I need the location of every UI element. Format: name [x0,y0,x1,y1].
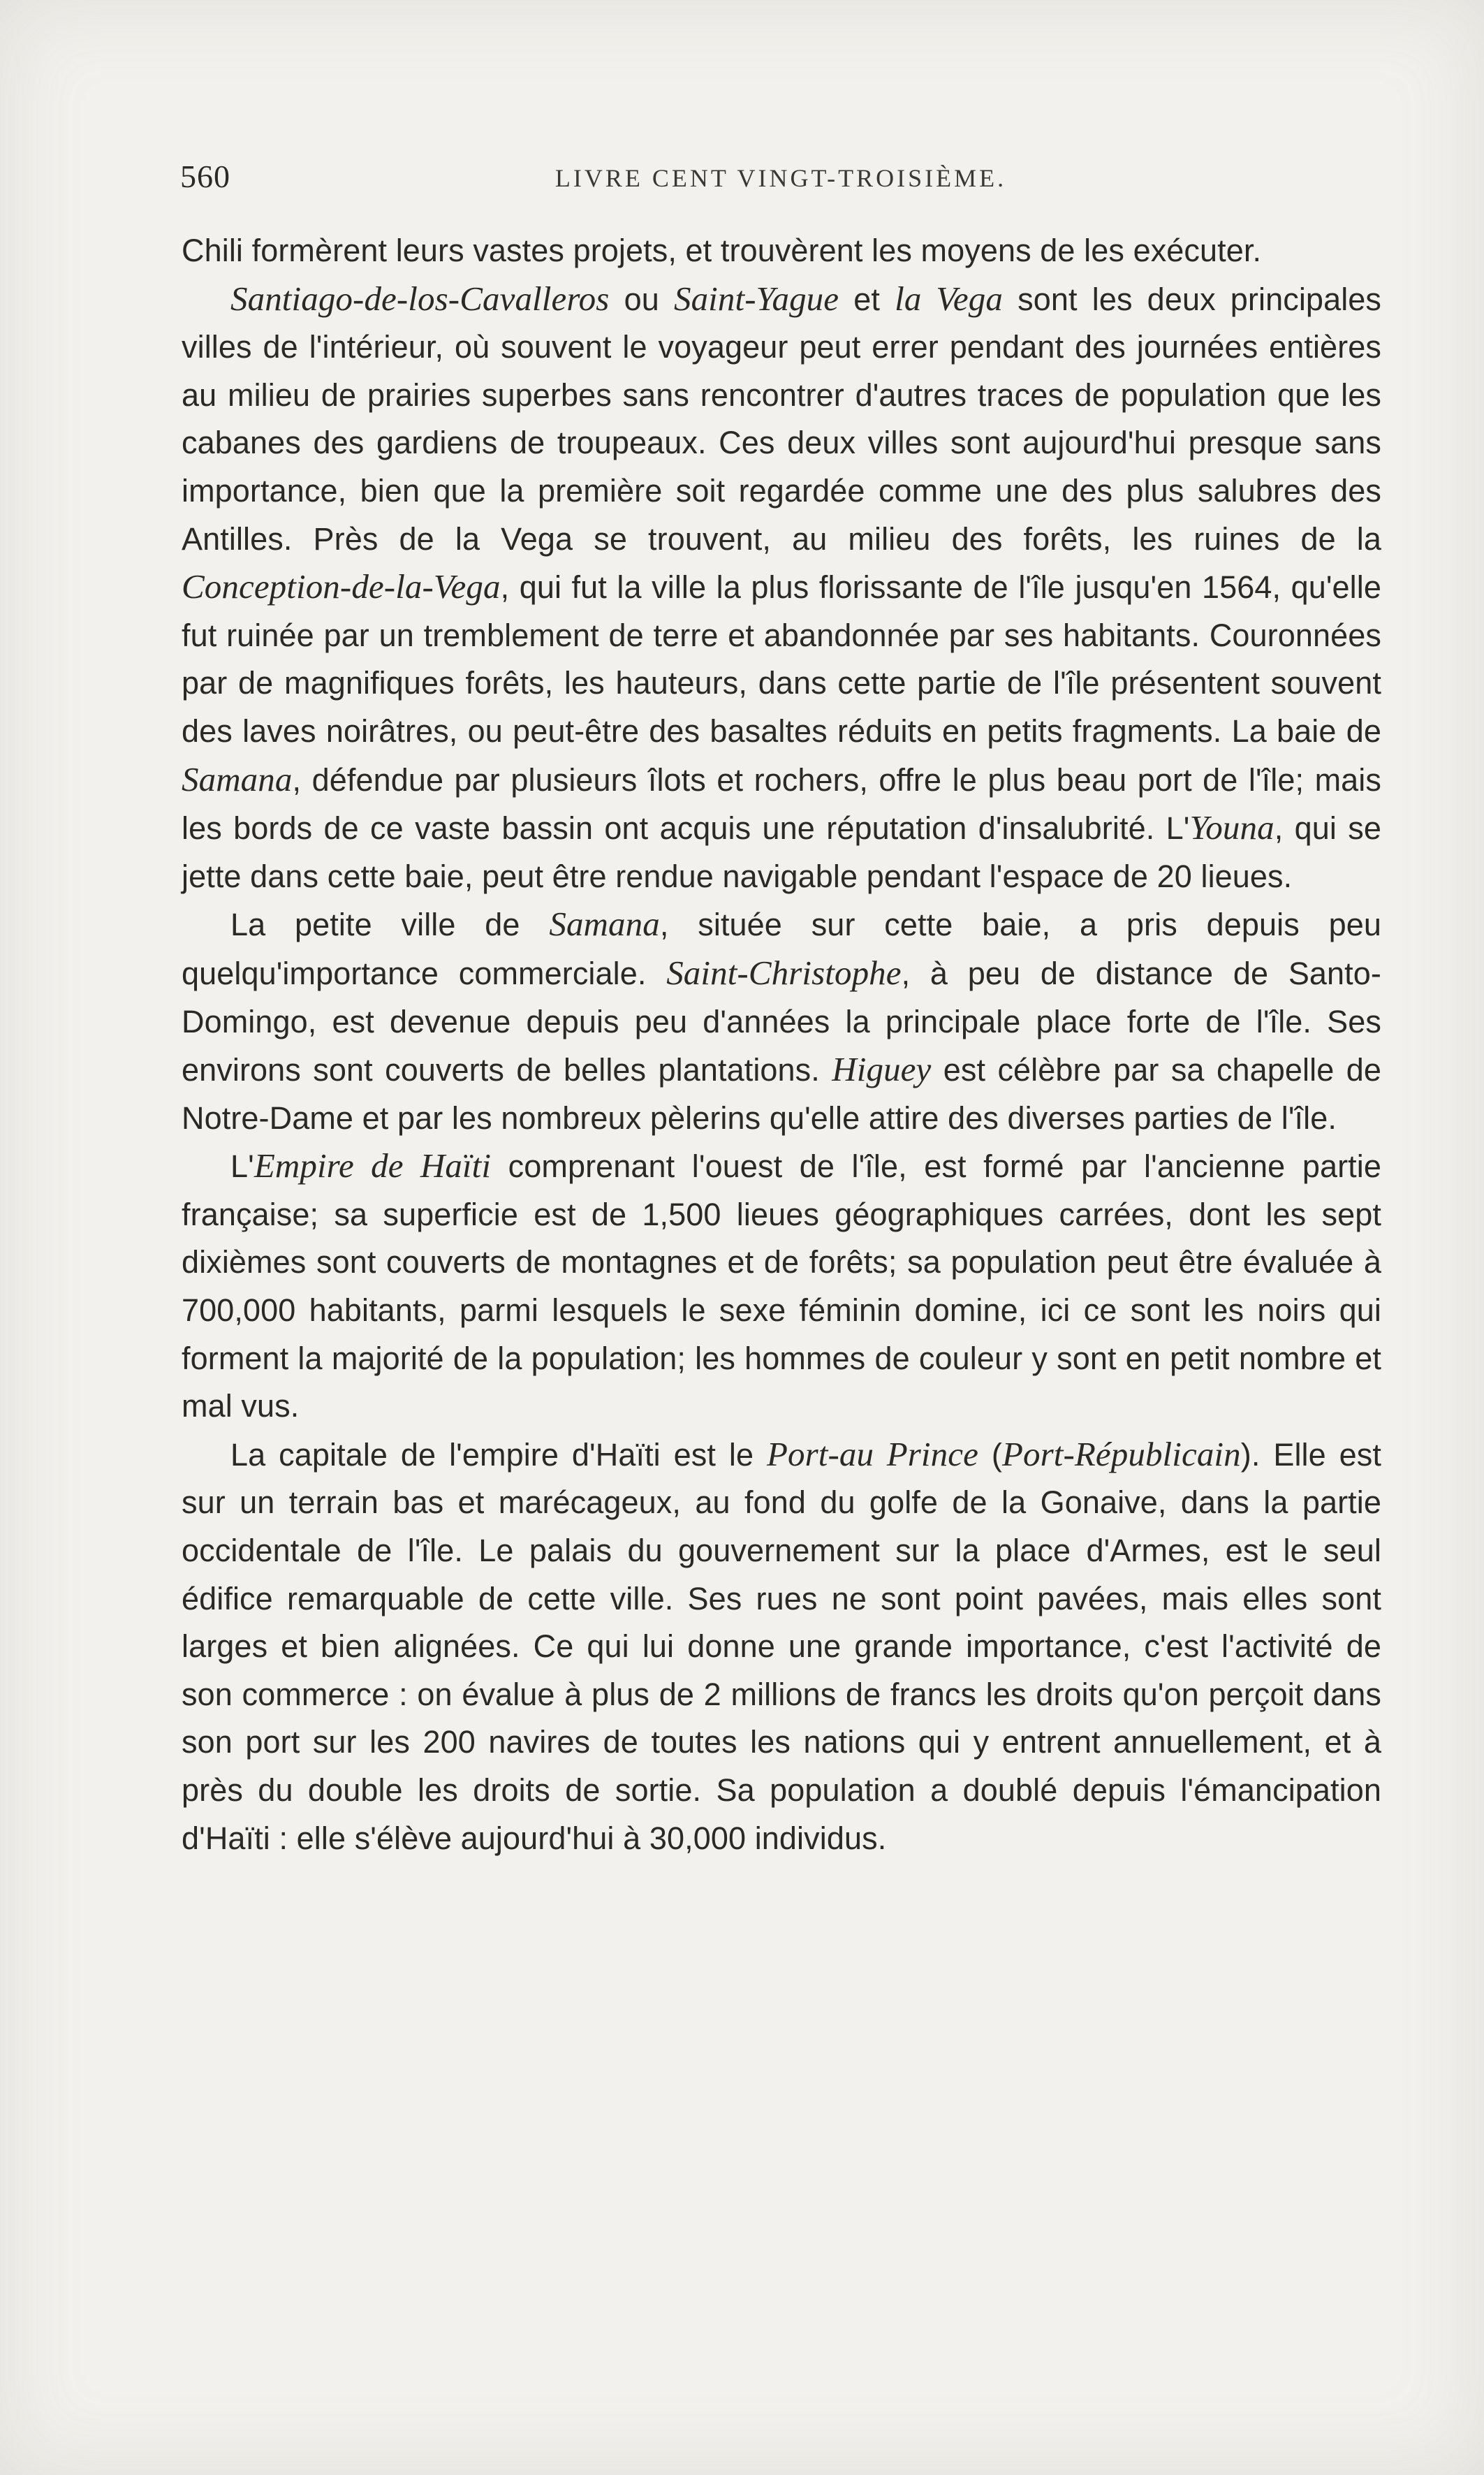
italic-run: Santiago-de-los-Cavalleros [230,279,610,318]
paragraph-empire-de-haiti [182,1142,1381,1431]
paragraph-samana-town [182,900,1381,1142]
text-run: ). Elle est sur un terrain bas et marécageux, au fond du golfe de la Gonaive, dans la partie occidentale de l'île. Le palais du gouvernement sur la place d'Armes, est le seul édifice remarquable de cette ville. Ses rues ne sont point pavées, mais elles sont larges et bien alignées. Ce qui lui donne une grande importance, c'est l'activité de son commerce : on évalue à plus de 2 millions de francs les droits qu'on perçoit dans son port sur les 200 navires de toutes les nations qui y entrent annuellement, et à près du double les droits de sortie. Sa population a doublé depuis l'émancipation d'Haïti : elle s'élève aujourd'hui à 30,000 individus. [182,1436,1381,1856]
italic-run: Samana [182,759,293,798]
text-run: L' [230,1148,254,1185]
text-run: ou [609,281,674,317]
text-run: , à peu de distance de Santo-Domingo, est devenue depuis peu d'années la principale place forte de l'île. Ses environs sont couverts de belles plantations. [182,955,1382,1088]
running-head [180,155,1381,197]
italic-run: Saint-Yague [673,279,839,318]
italic-run: Empire de Haïti [254,1146,492,1185]
paragraph-port-au-prince [182,1431,1381,1862]
italic-run: Youna [1189,808,1274,847]
body-text [182,227,1381,1862]
paragraph-santiago-la-vega [182,275,1381,901]
text-run: ( [978,1436,1002,1473]
text-run: et [839,281,895,317]
italic-run: Port-au Prince [766,1434,978,1473]
italic-run: la Vega [895,279,1003,318]
italic-run: Port-Républicain [1001,1434,1241,1473]
italic-run: Conception-de-la-Vega [182,567,501,606]
text-run: Chili formèrent leurs vastes projets, et trouvèrent les moyens de les exécuter. [182,233,1262,268]
text-run: , qui se jette dans cette baie, peut être rendue navigable pendant l'espace de 20 lieues. [182,810,1382,894]
text-run: , qui fut la ville la plus florissante de l'île jusqu'en 1564, qu'elle fut ruinée par un tremblement de terre et abandonnée par ses habitants. Couronnées par de magnifiques forêts, les hauteurs, dans cette partie de l'île présentent souvent des laves noirâtres, ou peut-être des basaltes réduits en petits fragments. La baie de [182,569,1381,749]
text-run: , défendue par plusieurs îlots et rochers, offre le plus beau port de l'île; mais les bords de ce vaste bassin ont acquis une réputation d'insalubrité. L' [182,761,1381,847]
paragraph-continuation [182,227,1381,275]
text-run: , située sur cette baie, a pris depuis peu quelqu'importance commerciale. [182,907,1381,991]
italic-run: Saint-Christophe [666,953,902,992]
text-run: sont les deux principales villes de l'intérieur, où souvent le voyageur peut errer pendant des journées entières au milieu de prairies superbes sans rencontrer d'autres traces de population que les cabanes des gardiens de troupeaux. Ces deux villes sont aujourd'hui presque sans importance, bien que la première soit regardée comme une des plus salubres des Antilles. Près de la Vega se trouvent, au milieu des forêts, les ruines de la [182,281,1382,557]
italic-run: Samana [549,905,660,944]
text-run: comprenant l'ouest de l'île, est formé par l'ancienne partie française; sa superficie est de 1,500 lieues géographiques carrées, dont les sept dixièmes sont couverts de montagnes et de forêts; sa population peut être évaluée à 700,000 habitants, parmi lesquels le sexe féminin domine, ici ce sont les noirs qui forment la majorité de la population; les hommes de couleur y sont en petit nombre et mal vus. [182,1148,1382,1424]
running-title: LIVRE CENT VINGT-TROISIÈME. [554,164,1007,192]
italic-run: Higuey [832,1050,932,1089]
text-run: est célèbre par sa chapelle de Notre-Dame et par les nombreux pèlerins qu'elle attire des diverses parties de l'île. [182,1052,1381,1136]
page-number: 560 [180,159,230,194]
text-run: La capitale de l'empire d'Haïti est le [230,1436,767,1473]
text-run: La petite ville de [230,907,550,943]
